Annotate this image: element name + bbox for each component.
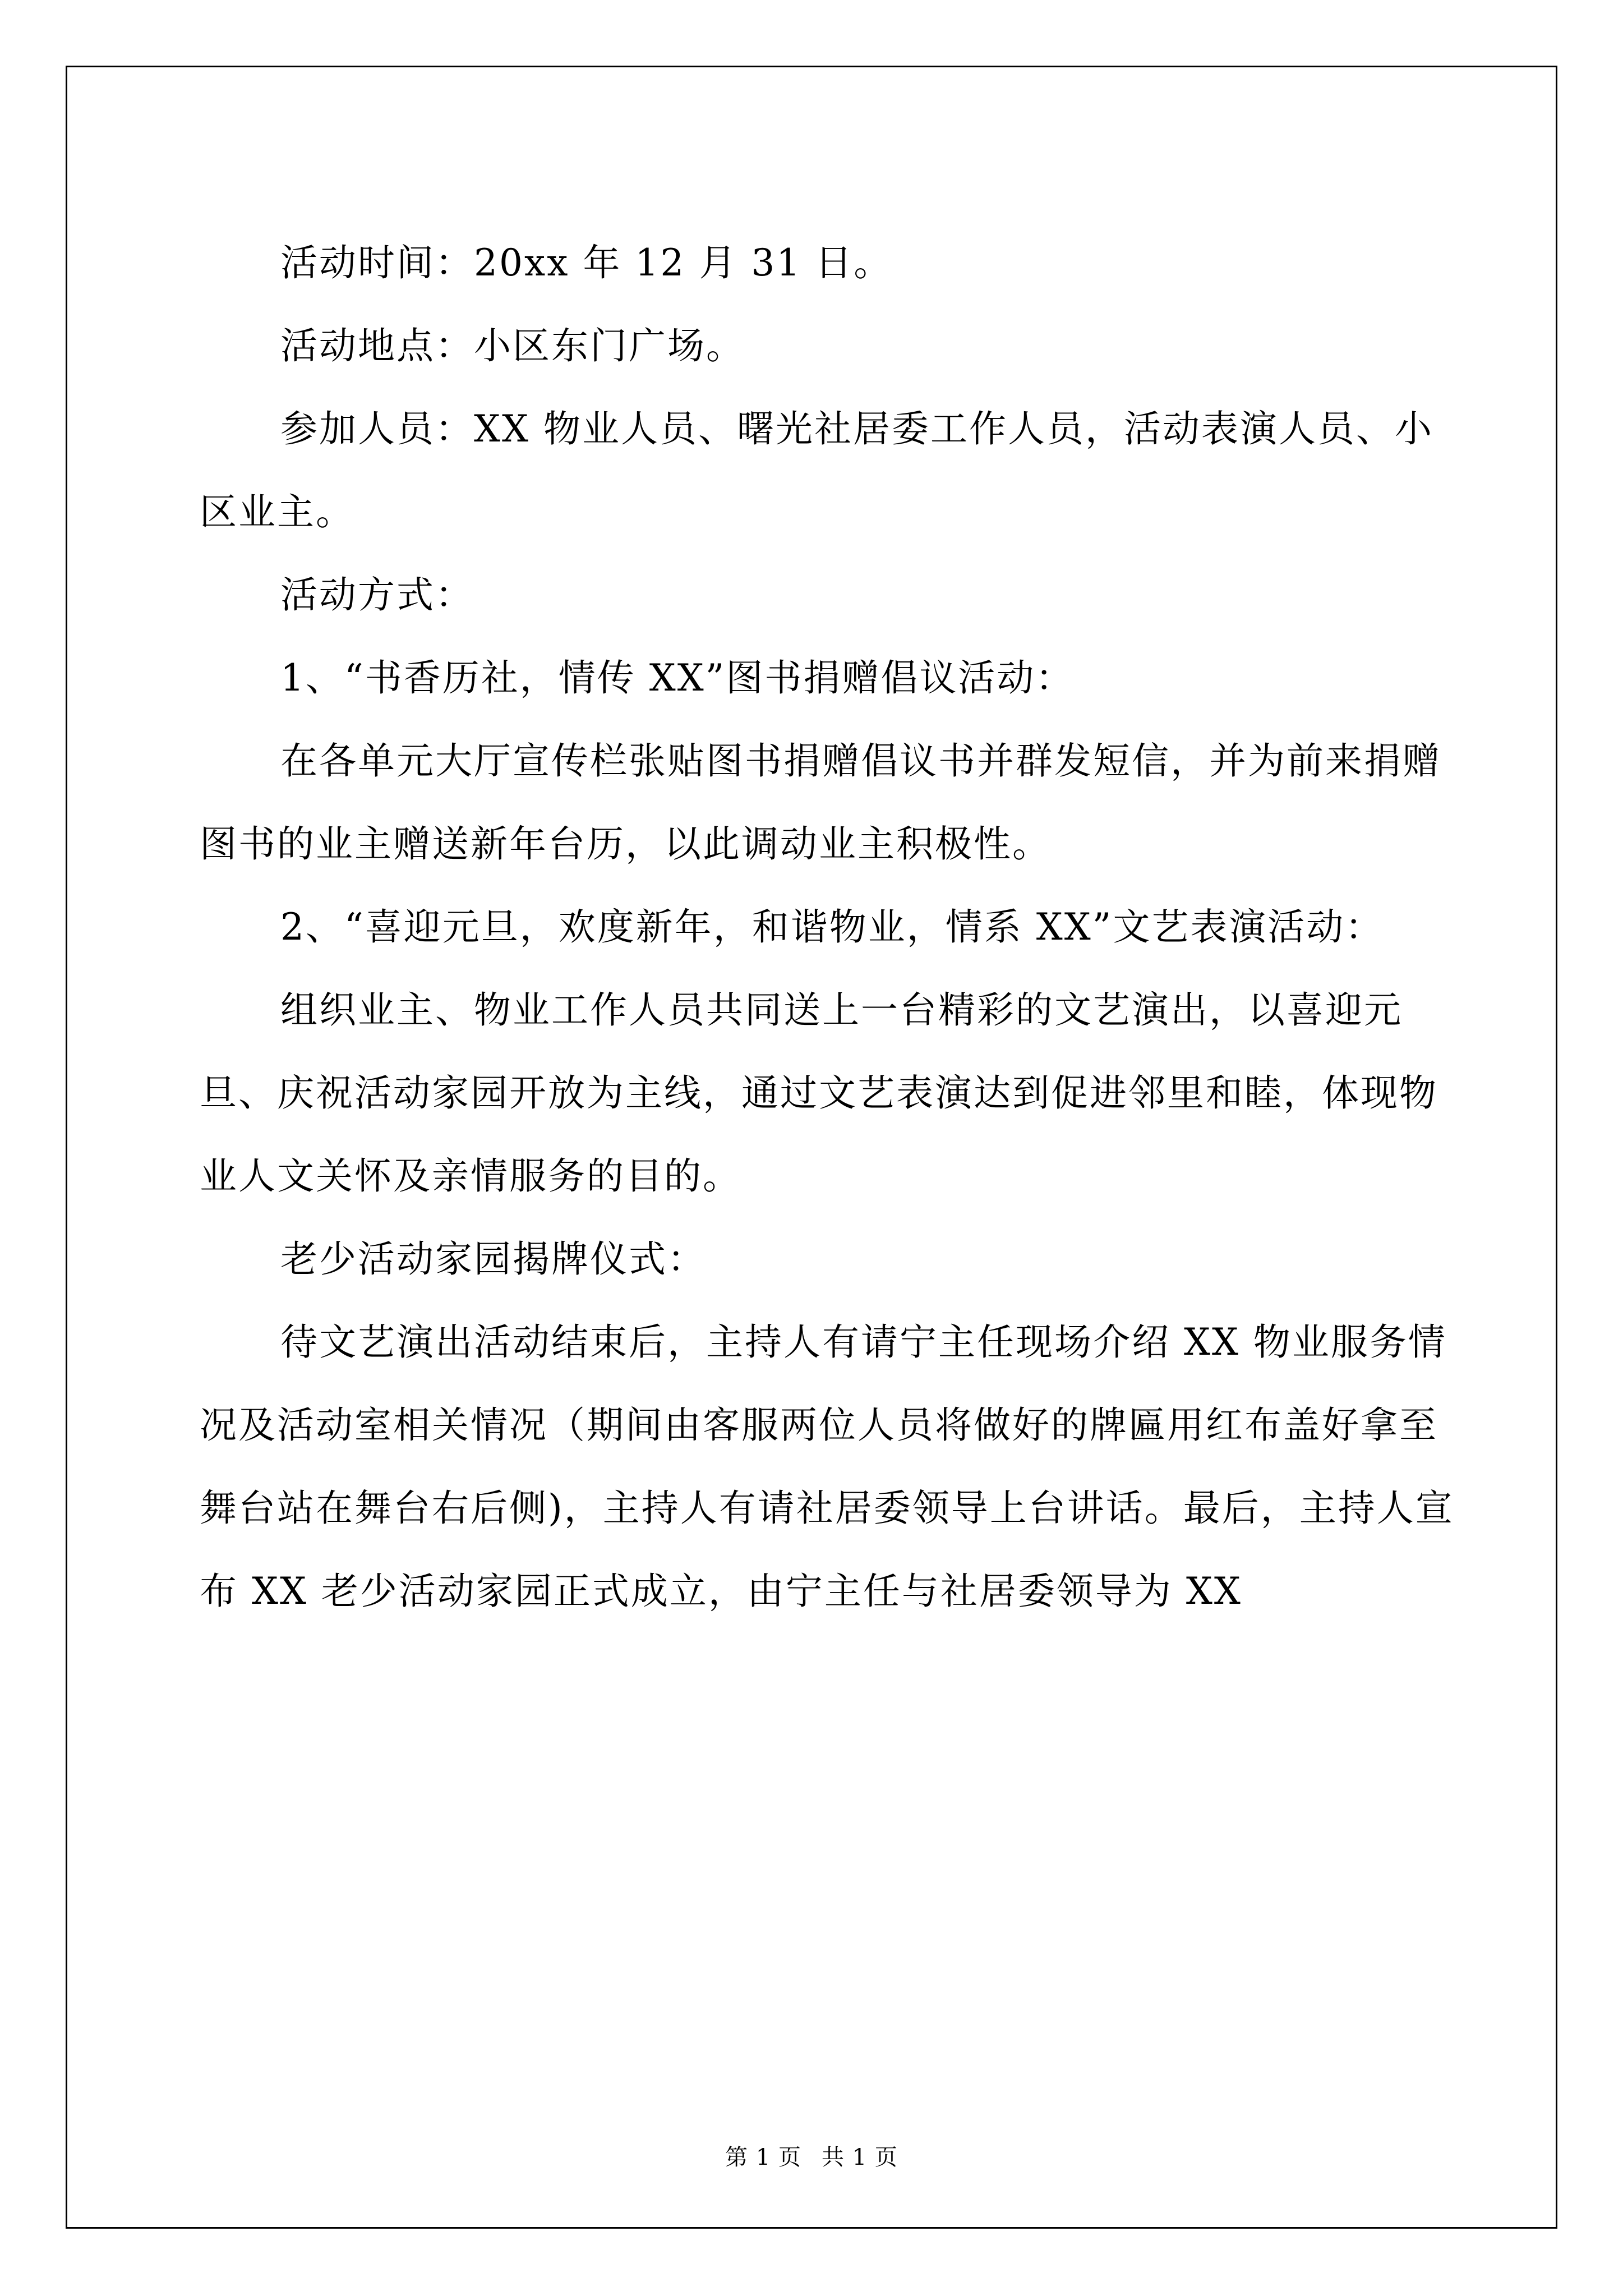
page-number: 第 1 页 [725,2145,801,2170]
paragraph-performance-body: 组织业主、物业工作人员共同送上一台精彩的文艺演出，以喜迎元旦、庆祝活动家园开放为主线，通过文艺表演达到促进邻里和睦，体现物业人文关怀及亲情服务的目的。 [200,988,1438,1198]
page-footer [0,2141,1623,2174]
page-total: 共 1 页 [822,2145,898,2170]
document-body [200,222,1461,1633]
paragraph-book-donation-body: 在各单元大厅宣传栏张贴图书捐赠倡议书并群发短信，并为前来捐赠图书的业主赠送新年台历，以此调动业主积极性。 [200,739,1441,866]
paragraph-activity-location: 活动地点：小区东门广场。 [280,324,745,367]
paragraph-book-donation-heading: 1、“书香历社，情传 XX”图书捐赠倡议活动： [280,656,1075,700]
paragraph-performance-heading: 2、“喜迎元旦，欢度新年，和谐物业，情系 XX”文艺表演活动： [280,905,1384,949]
paragraph-unveiling-heading: 老少活动家园揭牌仪式： [280,1237,706,1281]
paragraph-participants: 参加人员：XX 物业人员、曙光社居委工作人员，活动表演人员、小区业主。 [200,407,1433,533]
paragraph-activity-time: 活动时间：20xx 年 12 月 31 日。 [280,241,893,284]
paragraph-activity-format-heading: 活动方式： [280,573,474,616]
paragraph-unveiling-body: 待文艺演出活动结束后，主持人有请宁主任现场介绍 XX 物业服务情况及活动室相关情况（期间由客服两位人员将做好的牌匾用红布盖好拿至舞台站在舞台右后侧)，主持人有请社居委领导上台讲话。最后，主持人宣布 XX 老少活动家园正式成立，由宁主任与社居委领导为 XX [200,1320,1454,1613]
